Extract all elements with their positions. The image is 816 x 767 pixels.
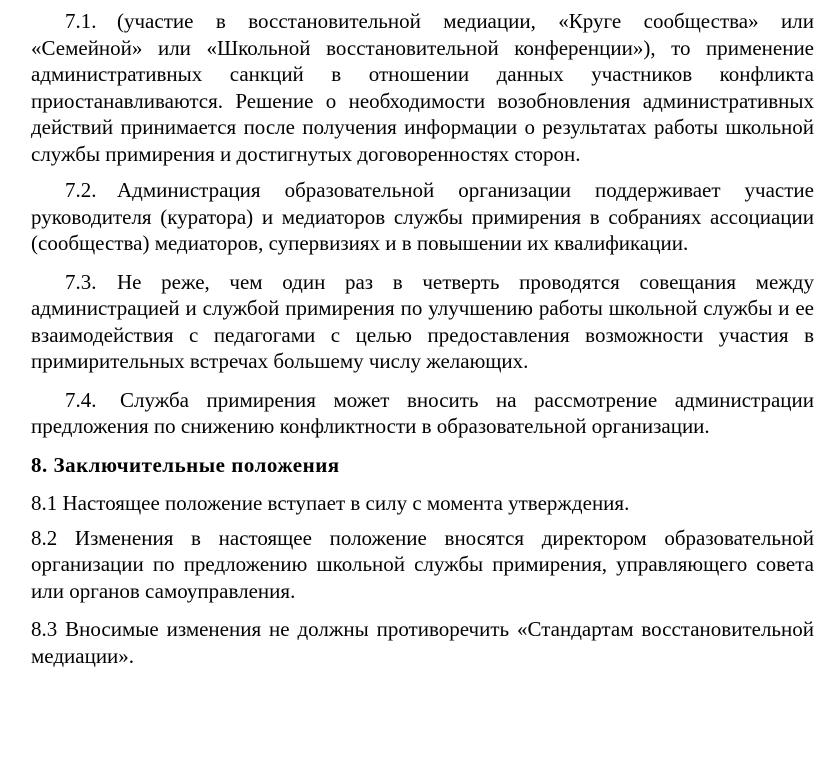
paragraph-8-1: 8.1 Настоящее положение вступает в силу с момента утверждения. xyxy=(31,491,630,515)
paragraph-number: 7.4. xyxy=(65,387,97,412)
section-heading: 8. Заключительные положения xyxy=(31,452,340,477)
paragraph-number: 7.2. xyxy=(65,178,97,202)
paragraph-text: Не реже, чем один раз в четверть проводятся совещания между администрацией и службой примирения по улучшению работы школьной службы и ее взаимодействия с педагогами с целью предоставления возможности участия в примирительных встречах большему числу желающих. xyxy=(31,269,814,373)
paragraph-8-2: 8.2 Изменения в настоящее положение вносятся директором образовательной организации по предложению школьной службы примирения, управляющего совета или органов самоуправления. xyxy=(31,525,814,603)
paragraph-text: (участие в восстановительной медиации, «Круге сообщества» или «Семейной» или «Школьной восстановительной конференции»), то применение административных санкций в отношении данных участников конфликта приостанавливаются. Решение о необходимости возобновления административных действий принимается после получения информации о результатах работы школьной службы примирения и достигнутых договоренностях сторон. xyxy=(31,9,814,166)
paragraph-7-3 xyxy=(31,269,814,375)
paragraph-7-2 xyxy=(31,177,814,257)
paragraph-number: 7.3. xyxy=(65,269,97,294)
paragraph-text: Администрация образовательной организации поддерживает участие руководителя (куратора) и медиаторов службы примирения в собраниях ассоциации (сообщества) медиаторов, супервизиях и в повышении их квалификации. xyxy=(31,178,814,255)
paragraph-text: Служба примирения может вносить на рассмотрение администрации предложения по снижению конфликтности в образовательной организации. xyxy=(31,387,814,438)
paragraph-7-1 xyxy=(31,8,814,167)
paragraph-8-3: 8.3 Вносимые изменения не должны противоречить «Стандартам восстановительной медиации». xyxy=(31,617,814,668)
paragraph-number: 7.1. xyxy=(65,9,97,33)
document-page xyxy=(31,8,814,669)
paragraph-7-4 xyxy=(31,387,814,440)
